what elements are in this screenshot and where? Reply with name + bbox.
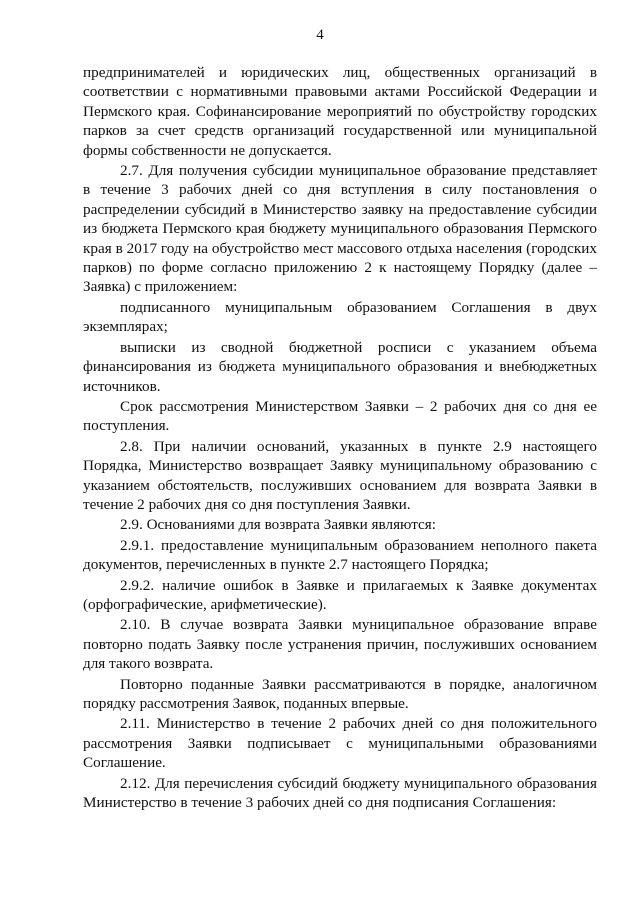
- paragraph-2-9-2: 2.9.2. наличие ошибок в Заявке и прилагаемых к Заявке документах (орфографические, арифметические).: [83, 576, 597, 613]
- page-number: 4: [316, 27, 324, 43]
- paragraph-budget-extract-item: выписки из сводной бюджетной росписи с указанием объема финансирования из бюджета муниципального образования и внебюджетных источников.: [83, 338, 597, 395]
- paragraph-resubmission: Повторно поданные Заявки рассматриваются в порядке, аналогичном порядку рассмотрения Заявок, поданных впервые.: [83, 675, 597, 712]
- paragraph-2-7: 2.7. Для получения субсидии муниципальное образование представляет в течение 3 рабочих дней со дня вступления в силу постановления о распределении субсидий в Министерство заявку на предоставление субсидии из бюджета Пермского края бюджету муниципального образования Пермского края в 2017 году на обустройство мест массового отдыха населения (городских парков) по форме согласно приложению 2 к настоящему Порядку (далее – Заявка) с приложением:: [83, 162, 597, 296]
- paragraph-continuation: предпринимателей и юридических лиц, общественных организаций в соответствии с нормативными правовыми актами Российской Федерации и Пермского края. Софинансирование мероприятий по обустройству городских парков за счет средств организаций государственной или муниципальной формы собственности не допускается.: [83, 64, 597, 159]
- paragraph-2-9-1: 2.9.1. предоставление муниципальным образованием неполного пакета документов, перечисленных в пункте 2.7 настоящего Порядка;: [83, 536, 597, 574]
- paragraph-2-10: 2.10. В случае возврата Заявки муниципальное образование вправе повторно подать Заявку после устранения причин, послуживших основанием для такого возврата.: [83, 616, 597, 673]
- document-body: [83, 63, 597, 812]
- paragraph-review-term: Срок рассмотрения Министерством Заявки – 2 рабочих дня со дня ее поступления.: [83, 397, 597, 435]
- paragraph-2-8: 2.8. При наличии оснований, указанных в пункте 2.9 настоящего Порядка, Министерство возвращает Заявку муниципальному образованию с указанием обстоятельств, послуживших основанием для возврата Заявки в течение 2 рабочих дня со дня поступления Заявки.: [83, 437, 597, 513]
- paragraph-2-12: 2.12. Для перечисления субсидий бюджету муниципального образования Министерство в течение 3 рабочих дней со дня подписания Соглашения:: [83, 774, 597, 812]
- paragraph-2-9: 2.9. Основаниями для возврата Заявки являются:: [120, 516, 436, 534]
- paragraph-2-11: 2.11. Министерство в течение 2 рабочих дней со дня положительного рассмотрения Заявки подписывает с муниципальными образованиями Соглашение.: [83, 715, 597, 772]
- paragraph-agreement-item: подписанного муниципальным образованием Соглашения в двух экземплярах;: [83, 298, 597, 336]
